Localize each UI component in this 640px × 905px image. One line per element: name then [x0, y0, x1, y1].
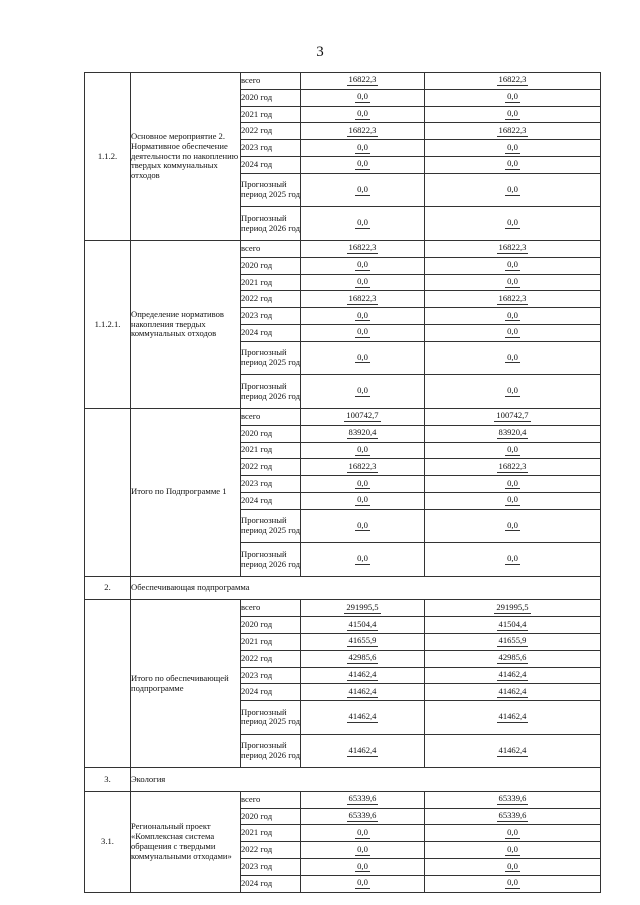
- value-text: 42985,6: [348, 652, 377, 663]
- value-total: [301, 543, 425, 577]
- value-total: [301, 274, 425, 291]
- value-source: [425, 324, 601, 341]
- period-label: всего: [241, 791, 301, 808]
- value-text: 41462,4: [348, 711, 377, 722]
- value-text: 0,0: [357, 519, 368, 530]
- section-number: 3.: [85, 768, 131, 792]
- value-text: 65339,6: [498, 793, 527, 804]
- value-text: 65339,6: [348, 810, 377, 821]
- value-text: 0,0: [507, 326, 518, 337]
- period-label: 2022 год: [241, 459, 301, 476]
- value-source: [425, 156, 601, 173]
- value-text: 0,0: [357, 477, 368, 488]
- value-text: 16822,3: [348, 74, 377, 85]
- value-source: [425, 842, 601, 859]
- value-source: [425, 543, 601, 577]
- value-source: [425, 375, 601, 409]
- value-text: 0,0: [357, 158, 368, 169]
- value-total: [301, 808, 425, 825]
- value-source: [425, 140, 601, 157]
- value-source: [425, 600, 601, 617]
- value-text: 0,0: [357, 553, 368, 564]
- value-total: [301, 73, 425, 90]
- value-source: [425, 875, 601, 892]
- value-text: 41462,4: [348, 669, 377, 680]
- period-label: 2023 год: [241, 140, 301, 157]
- value-text: 0,0: [507, 519, 518, 530]
- value-text: 0,0: [507, 276, 518, 287]
- value-source: [425, 492, 601, 509]
- period-label: 2020 год: [241, 257, 301, 274]
- value-total: [301, 459, 425, 476]
- value-total: [301, 140, 425, 157]
- period-label: Прогнозный период 2026 год: [241, 543, 301, 577]
- value-total: [301, 859, 425, 876]
- value-text: 0,0: [357, 276, 368, 287]
- value-text: 65339,6: [348, 793, 377, 804]
- period-label: Прогнозный период 2025 год: [241, 341, 301, 375]
- item-title: Определение нормативов накопления твердых коммунальных отходов: [131, 240, 241, 408]
- period-label: 2024 год: [241, 156, 301, 173]
- value-text: 0,0: [507, 494, 518, 505]
- value-total: [301, 106, 425, 123]
- value-total: [301, 875, 425, 892]
- value-text: 0,0: [507, 259, 518, 270]
- value-text: 0,0: [357, 326, 368, 337]
- period-label: 2022 год: [241, 123, 301, 140]
- value-total: [301, 684, 425, 701]
- value-total: [301, 634, 425, 651]
- value-source: [425, 825, 601, 842]
- section-title: Обеспечивающая подпрограмма: [131, 576, 601, 600]
- table-row: [85, 73, 601, 90]
- value-source: [425, 207, 601, 241]
- value-source: [425, 509, 601, 543]
- value-total: [301, 476, 425, 493]
- item-number: 1.1.2.1.: [85, 240, 131, 408]
- value-text: 16822,3: [498, 74, 527, 85]
- value-source: [425, 701, 601, 735]
- item-title: Региональный проект «Комплексная система обращения с твердыми коммунальными отходами»: [131, 791, 241, 892]
- value-source: [425, 106, 601, 123]
- value-text: 16822,3: [348, 292, 377, 303]
- value-text: 0,0: [357, 91, 368, 102]
- value-text: 0,0: [507, 217, 518, 228]
- value-total: [301, 89, 425, 106]
- value-text: 41504,4: [348, 618, 377, 629]
- value-total: [301, 492, 425, 509]
- value-text: 41462,4: [348, 744, 377, 755]
- value-total: [301, 791, 425, 808]
- item-title: Итого по Подпрограмме 1: [131, 408, 241, 576]
- period-label: 2024 год: [241, 492, 301, 509]
- value-text: 41462,4: [498, 685, 527, 696]
- value-source: [425, 425, 601, 442]
- value-total: [301, 291, 425, 308]
- value-source: [425, 408, 601, 425]
- item-number: [85, 600, 131, 768]
- value-text: 0,0: [357, 877, 368, 888]
- table-row: [85, 408, 601, 425]
- value-source: [425, 650, 601, 667]
- value-text: 0,0: [357, 183, 368, 194]
- value-text: 0,0: [507, 108, 518, 119]
- value-text: 41462,4: [348, 685, 377, 696]
- value-text: 0,0: [507, 843, 518, 854]
- period-label: 2021 год: [241, 274, 301, 291]
- value-total: [301, 257, 425, 274]
- value-total: [301, 650, 425, 667]
- value-total: [301, 442, 425, 459]
- period-label: Прогнозный период 2025 год: [241, 701, 301, 735]
- period-label: всего: [241, 73, 301, 90]
- period-label: Прогнозный период 2026 год: [241, 207, 301, 241]
- period-label: 2021 год: [241, 106, 301, 123]
- period-label: 2024 год: [241, 684, 301, 701]
- value-total: [301, 842, 425, 859]
- value-total: [301, 425, 425, 442]
- value-total: [301, 341, 425, 375]
- item-number: 3.1.: [85, 791, 131, 892]
- value-text: 41462,4: [498, 669, 527, 680]
- value-text: 41655,9: [498, 635, 527, 646]
- period-label: всего: [241, 240, 301, 257]
- value-text: 291995,5: [496, 601, 529, 612]
- value-source: [425, 89, 601, 106]
- section-number: 2.: [85, 576, 131, 600]
- value-text: 16822,3: [498, 242, 527, 253]
- value-text: 16822,3: [348, 460, 377, 471]
- value-text: 0,0: [357, 843, 368, 854]
- value-total: [301, 324, 425, 341]
- value-total: [301, 509, 425, 543]
- value-source: [425, 459, 601, 476]
- value-source: [425, 617, 601, 634]
- period-label: Прогнозный период 2025 год: [241, 173, 301, 207]
- value-text: 0,0: [507, 158, 518, 169]
- period-label: 2020 год: [241, 89, 301, 106]
- value-source: [425, 684, 601, 701]
- value-text: 100742,7: [346, 410, 379, 421]
- value-text: 0,0: [357, 259, 368, 270]
- period-label: 2023 год: [241, 859, 301, 876]
- value-source: [425, 341, 601, 375]
- budget-table: [84, 72, 601, 893]
- period-label: 2024 год: [241, 324, 301, 341]
- value-text: 0,0: [507, 385, 518, 396]
- value-text: 65339,6: [498, 810, 527, 821]
- value-text: 16822,3: [348, 242, 377, 253]
- value-total: [301, 240, 425, 257]
- section-row: [85, 768, 601, 792]
- item-title: Итого по обеспечивающей подпрограмме: [131, 600, 241, 768]
- value-text: 0,0: [507, 351, 518, 362]
- period-label: 2021 год: [241, 634, 301, 651]
- value-total: [301, 308, 425, 325]
- value-total: [301, 734, 425, 768]
- value-text: 16822,3: [498, 124, 527, 135]
- period-label: 2023 год: [241, 667, 301, 684]
- value-source: [425, 808, 601, 825]
- period-label: 2022 год: [241, 842, 301, 859]
- value-text: 0,0: [357, 494, 368, 505]
- period-label: 2024 год: [241, 875, 301, 892]
- period-label: 2021 год: [241, 442, 301, 459]
- value-text: 0,0: [357, 385, 368, 396]
- value-text: 0,0: [357, 443, 368, 454]
- period-label: 2020 год: [241, 617, 301, 634]
- period-label: 2020 год: [241, 808, 301, 825]
- value-text: 0,0: [357, 309, 368, 320]
- value-text: 42985,6: [498, 652, 527, 663]
- value-total: [301, 156, 425, 173]
- value-total: [301, 375, 425, 409]
- value-text: 41655,9: [348, 635, 377, 646]
- value-text: 0,0: [507, 477, 518, 488]
- period-label: 2022 год: [241, 650, 301, 667]
- value-source: [425, 667, 601, 684]
- period-label: Прогнозный период 2025 год: [241, 509, 301, 543]
- value-text: 83920,4: [498, 427, 527, 438]
- value-source: [425, 442, 601, 459]
- value-text: 0,0: [357, 108, 368, 119]
- value-total: [301, 617, 425, 634]
- value-source: [425, 274, 601, 291]
- period-label: 2023 год: [241, 308, 301, 325]
- value-source: [425, 123, 601, 140]
- value-text: 0,0: [507, 553, 518, 564]
- value-text: 0,0: [507, 141, 518, 152]
- value-text: 0,0: [357, 217, 368, 228]
- value-total: [301, 600, 425, 617]
- table-row: [85, 791, 601, 808]
- value-source: [425, 734, 601, 768]
- value-total: [301, 173, 425, 207]
- item-number: 1.1.2.: [85, 73, 131, 241]
- table-row: [85, 240, 601, 257]
- value-source: [425, 257, 601, 274]
- value-text: 16822,3: [348, 124, 377, 135]
- value-text: 83920,4: [348, 427, 377, 438]
- value-text: 16822,3: [498, 460, 527, 471]
- period-label: всего: [241, 408, 301, 425]
- table-row: [85, 600, 601, 617]
- value-source: [425, 859, 601, 876]
- period-label: 2022 год: [241, 291, 301, 308]
- value-source: [425, 791, 601, 808]
- value-text: 0,0: [357, 860, 368, 871]
- period-label: всего: [241, 600, 301, 617]
- value-text: 0,0: [357, 141, 368, 152]
- value-source: [425, 173, 601, 207]
- value-text: 0,0: [357, 351, 368, 362]
- value-total: [301, 123, 425, 140]
- item-title: Основное мероприятие 2. Нормативное обеспечение деятельности по накоплению твердых коммунальных отходов: [131, 73, 241, 241]
- value-source: [425, 634, 601, 651]
- value-text: 0,0: [507, 443, 518, 454]
- value-source: [425, 476, 601, 493]
- value-text: 0,0: [507, 860, 518, 871]
- value-text: 0,0: [507, 91, 518, 102]
- section-title: Экология: [131, 768, 601, 792]
- period-label: 2023 год: [241, 476, 301, 493]
- value-text: 41462,4: [498, 744, 527, 755]
- item-number: [85, 408, 131, 576]
- value-text: 291995,5: [346, 601, 379, 612]
- section-row: [85, 576, 601, 600]
- value-total: [301, 207, 425, 241]
- period-label: 2021 год: [241, 825, 301, 842]
- page-number: 3: [316, 44, 324, 60]
- value-source: [425, 308, 601, 325]
- period-label: 2020 год: [241, 425, 301, 442]
- value-text: 100742,7: [496, 410, 529, 421]
- value-source: [425, 240, 601, 257]
- value-total: [301, 667, 425, 684]
- value-text: 16822,3: [498, 292, 527, 303]
- value-text: 0,0: [507, 877, 518, 888]
- value-text: 41462,4: [498, 711, 527, 722]
- value-text: 0,0: [507, 826, 518, 837]
- value-source: [425, 291, 601, 308]
- value-text: 0,0: [357, 826, 368, 837]
- value-text: 0,0: [507, 183, 518, 194]
- period-label: Прогнозный период 2026 год: [241, 375, 301, 409]
- value-text: 0,0: [507, 309, 518, 320]
- value-text: 41504,4: [498, 618, 527, 629]
- value-total: [301, 701, 425, 735]
- value-total: [301, 825, 425, 842]
- period-label: Прогнозный период 2026 год: [241, 734, 301, 768]
- value-total: [301, 408, 425, 425]
- value-source: [425, 73, 601, 90]
